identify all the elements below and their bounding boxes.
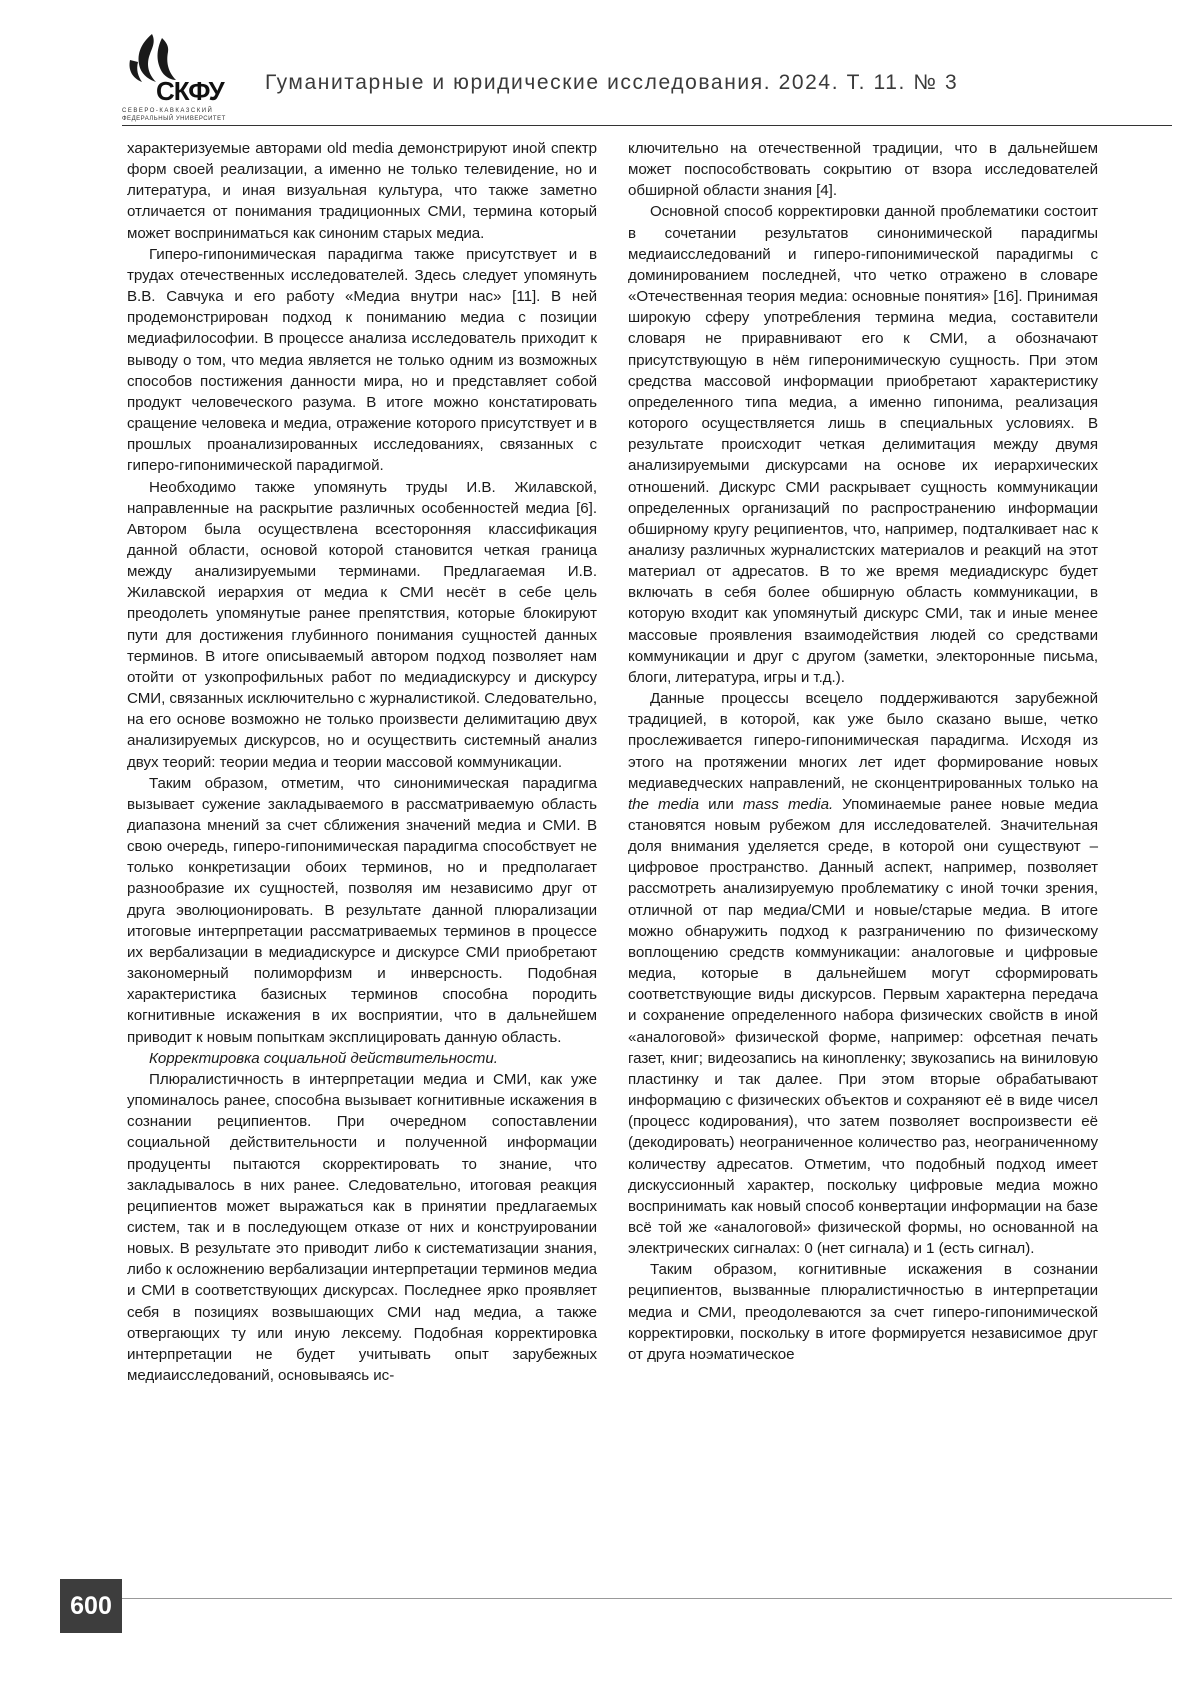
footer-divider [122, 1598, 1172, 1599]
paragraph: Необходимо также упомянуть труды И.В. Жилавской, направленные на раскрытие различных особенностей медиа [6]. Автором была осуществлена всесторонняя классификация данной области, основой которой становится четкая граница между анализируемыми терминами. Предлагаемая И.В. Жилавской иерархия от медиа к СМИ несёт в себе цель преодолеть упомянутые ранее препятствия, которые блокируют пути для достижения глубинного понимания сущностей данных терминов. В итоге описываемый автором подход позволяет нам отойти от узкопрофильных работ по медиадискурсу и дискурсу СМИ, связанных исключительно с журналистикой. Следовательно, на его основе возможно не только произвести делимитацию двух анализируемых дискурсов, но и осуществить системный анализ двух теорий: теории медиа и теории массовой коммуникации. [127, 477, 597, 773]
text-run: или [699, 796, 743, 813]
italic-term: the media [628, 796, 699, 813]
logo-subtitle-line2: ФЕДЕРАЛЬНЫЙ УНИВЕРСИТЕТ [122, 116, 226, 122]
paragraph: Таким образом, когнитивные искажения в сознании реципиентов, вызванные плюралистичностью в интерпретации медиа и СМИ, преодолеваются за счет гиперо-гипонимической корректировки, поскольку в итоге формируется независимое друг от друга ноэматическое [628, 1259, 1098, 1365]
logo-wordmark: СКФУ [156, 76, 224, 107]
page-number: 600 [60, 1579, 122, 1633]
left-column [127, 138, 597, 1386]
header-divider [122, 125, 1172, 126]
journal-title: Гуманитарные и юридические исследования. 2024. Т. 11. № 3 [265, 71, 958, 95]
text-run: Упоминаемые ранее новые медиа становятся новым рубежом для исследователей. Значительная доля внимания уделяется среде, в которой они существуют – цифровое пространство. Данный аспект, например, позволяет рассмотреть анализируемую проблематику с иной точки зрения, отличной от пар медиа/СМИ и новые/старые медиа. В итоге можно обнаружить подход к разграничению по физическому воплощению средств коммуникации: аналоговые и цифровые медиа, которые в дальнейшем могут сформировать соответствующие виды дискурсов. Первым характерна передача и сохранение определенного набора физических свойств в иной «аналоговой» физической форме, например: офсетная печать газет, книг; видеозапись на кинопленку; звукозапись на виниловую пластинку и так далее. При этом вторые обрабатывают информацию с физических объектов и сохраняют её в виде чисел (процесс кодирования), что затем позволяет воспроизвести её (декодировать) неограниченное количество раз, неограниченному количеству адресатов. Отметим, что подобный подход имеет дискуссионный характер, поскольку цифровые медиа можно воспринимать как новый способ конвертации информации на базе всё той же «аналоговой» физической формы, но основанной на электрических сигналах: 0 (нет сигнала) и 1 (есть сигнал). [628, 796, 1098, 1257]
paragraph: ключительно на отечественной традиции, что в дальнейшем может поспособствовать сокрытию от взора исследователей обширной области знания [4]. [628, 138, 1098, 201]
paragraph: Основной способ корректировки данной проблематики состоит в сочетании результатов синонимической парадигмы медиаисследований и гиперо-гипонимической парадигмы с доминированием последней, что четко отражено в словаре «Отечественная теория медиа: основные понятия» [16]. Принимая широкую сферу употребления термина медиа, составители словаря не приравнивают его к СМИ, а обозначают присутствующую в нём гиперонимическую сущность. При этом средства массовой информации приобретают характеристику определенного типа медиа, а именно гипонима, реализация которого осуществляется лишь в специальных условиях. В результате происходит четкая делимитация между двумя анализируемыми дискурсами на основе их иерархических отношений. Дискурс СМИ раскрывает сущность коммуникации определенных организаций по распространению информации обширному кругу реципиентов, что, например, подталкивает нас к анализу различных журналистских материалов и реакций на этот материал от адресатов. В то же время медиадискурс будет включать в себя более обширную область коммуникации, в которую входит как упомянутый дискурс СМИ, так и иные менее массовые проявления взаимодействия людей со средствами коммуникации и друг с другом (заметки, электоронные письма, блоги, литература, игры и т.д.). [628, 201, 1098, 688]
page-header [0, 0, 1200, 130]
paragraph: Таким образом, отметим, что синонимическая парадигма вызывает сужение закладываемого в рассматриваемую область диапазона мнений за счет сближения значений медиа и СМИ. В свою очередь, гиперо-гипонимическая парадигма способствует не только конкретизации обоих терминов, но и предполагает разнообразие их сущностей, позволяя им независимо друг от друга эволюционировать. В результате данной плюрализации итоговые интерпретации рассматриваемых терминов в процессе их вербализации в медиадискурсе и дискурсе СМИ приобретают закономерный полиморфизм и инверсность. Подобная характеристика базисных терминов способна породить когнитивные искажения в их восприятии, что в дальнейшем приводит к новым попыткам эксплицировать данную область. [127, 773, 597, 1048]
italic-term: mass media. [743, 796, 833, 813]
right-column [628, 138, 1098, 1365]
paragraph: Гиперо-гипонимическая парадигма также присутствует и в трудах отечественных исследователей. Здесь следует упомянуть В.В. Савчука и его работу «Медиа внутри нас» [11]. В ней продемонстрирован подход к пониманию медиа с позиции медиафилософии. В процессе анализа исследователь приходит к выводу о том, что медиа является не только одним из возможных способов постижения данности мира, но и представляет собой продукт человеческого разума. В итоге можно констатировать сращение человека и медиа, отражение которого присутствует и в прошлых проанализированных исследованиях, связанных с гиперо-гипонимической парадигмой. [127, 244, 597, 477]
section-subheading: Корректировка социальной действительности. [127, 1048, 597, 1069]
paragraph: характеризуемые авторами old media демонстрируют иной спектр форм своей реализации, а именно не только телевидение, но и литература, и иная визуальная культура, что также заметно отличается от понимания традиционных СМИ, термина который может восприниматься как синоним старых медиа. [127, 138, 597, 244]
text-run: Данные процессы всецело поддерживаются зарубежной традицией, в которой, как уже было сказано выше, четко прослеживается гиперо-гипонимическая парадигма. Исходя из этого на протяжении многих лет идет формирование новых медиаведческих направлений, не сконцентрированных только на [628, 690, 1098, 792]
paragraph: Плюралистичность в интерпретации медиа и СМИ, как уже упоминалось ранее, способна вызывает когнитивные искажения в сознании реципиентов. При очередном сопоставлении социальной действительности и полученной информации продуценты пытаются скорректировать то знание, что закладывалось в них ранее. Следовательно, итоговая реакция реципиентов может выражаться как в принятии предлагаемых систем, так и в последующем отказе от них и конструировании новых. В результате это приводит либо к систематизации знания, либо к осложнению вербализации интерпретации терминов медиа и СМИ в соответствующих дискурсах. Последнее ярко проявляет себя в позициях возвышающих СМИ над медиа, а также отвергающих ту или иную лексему. Подобная корректировка интерпретации не будет учитывать опыт зарубежных медиаисследований, основываясь ис- [127, 1069, 597, 1386]
logo-subtitle-line1: СЕВЕРО-КАВКАЗСКИЙ [122, 108, 213, 114]
paragraph [628, 688, 1098, 1259]
